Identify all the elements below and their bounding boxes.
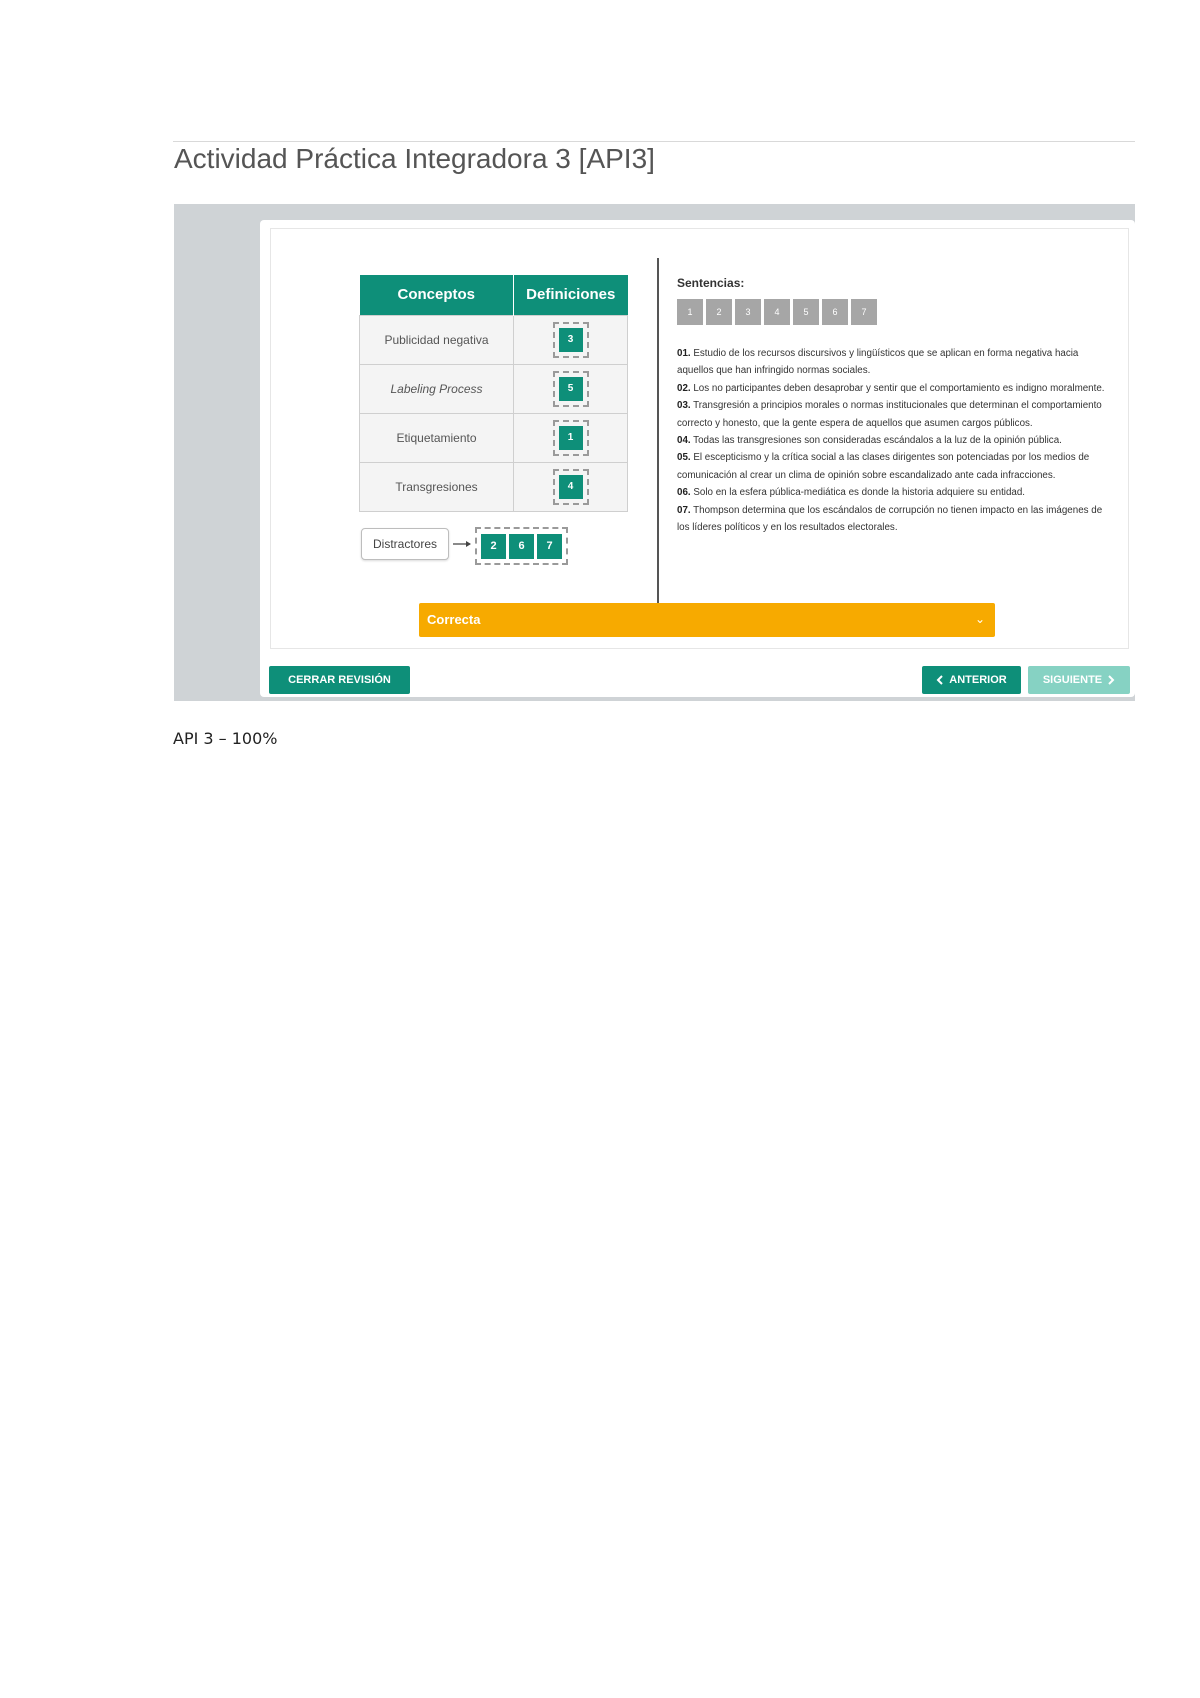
sentence-item bbox=[677, 345, 1109, 380]
sentence-text: Transgresión a principios morales o normas institucionales que determinan el comportamiento correcto y honesto, que la gente espera de aquellos que asumen cargos públicos. bbox=[677, 400, 1102, 429]
definitions-header: Definiciones bbox=[514, 275, 628, 315]
column-divider bbox=[657, 258, 659, 604]
table-row bbox=[360, 315, 628, 364]
sentence-tab[interactable]: 6 bbox=[822, 299, 848, 325]
drop-zone[interactable] bbox=[553, 469, 589, 505]
sentence-text: El escepticismo y la crítica social a las clases dirigentes son potenciadas por los medios de comunicación al crear un clima de opinión sobre escandalizado ante cada infracciones. bbox=[677, 452, 1090, 481]
sentence-tab[interactable]: 4 bbox=[764, 299, 790, 325]
arrow-right-icon bbox=[451, 532, 475, 556]
concept-cell: Publicidad negativa bbox=[360, 315, 514, 364]
close-review-label: CERRAR REVISIÓN bbox=[288, 674, 391, 686]
sentence-number: 03. bbox=[677, 400, 691, 412]
sentence-tab[interactable]: 3 bbox=[735, 299, 761, 325]
sentence-item bbox=[677, 502, 1109, 537]
previous-label: ANTERIOR bbox=[949, 674, 1007, 686]
drop-zone[interactable] bbox=[553, 322, 589, 358]
close-review-button[interactable] bbox=[269, 666, 410, 694]
distractors-label: Distractores bbox=[361, 528, 449, 560]
definition-cell bbox=[514, 413, 628, 462]
sentences-title: Sentencias: bbox=[677, 276, 745, 290]
sentence-tabs bbox=[677, 299, 877, 325]
concepts-header: Conceptos bbox=[360, 275, 514, 315]
definition-cell bbox=[514, 462, 628, 511]
sentence-list bbox=[677, 345, 1109, 536]
sentence-number: 01. bbox=[677, 348, 691, 359]
sentence-number: 04. bbox=[677, 435, 691, 447]
page-title: Actividad Práctica Integradora 3 [API3] bbox=[174, 143, 655, 174]
title-rule bbox=[173, 141, 1135, 142]
drop-zone[interactable] bbox=[553, 371, 589, 407]
chevron-down-icon[interactable]: ⌄ bbox=[974, 612, 985, 626]
sentence-item bbox=[677, 397, 1109, 432]
concept-cell: Transgresiones bbox=[360, 462, 514, 511]
sentence-number: 06. bbox=[677, 487, 691, 499]
answer-chip[interactable]: 3 bbox=[559, 328, 583, 352]
table-row bbox=[360, 364, 628, 413]
sentence-text: Todas las transgresiones son consideradas escándalos a la luz de la opinión pública. bbox=[693, 435, 1062, 447]
distractor-chip[interactable]: 7 bbox=[537, 534, 562, 559]
sentence-text: Thompson determina que los escándalos de corrupción no tienen impacto en las imágenes de los líderes políticos y en los resultados electorales. bbox=[677, 504, 1103, 534]
sentence-tab[interactable]: 2 bbox=[706, 299, 732, 325]
sentence-tab[interactable]: 1 bbox=[677, 299, 703, 325]
sentence-text: Estudio de los recursos discursivos y lingüísticos que se aplican en forma negativa hacia aquellos que han infringido normas sociales. bbox=[677, 348, 1079, 377]
sentence-text: Los no participantes deben desaprobar y sentir que el comportamiento es indigno moralmente. bbox=[693, 382, 1105, 394]
sentence-tab[interactable]: 5 bbox=[793, 299, 819, 325]
distractor-chip[interactable]: 2 bbox=[481, 534, 506, 559]
distractor-chip[interactable]: 6 bbox=[509, 534, 534, 559]
sentence-item bbox=[677, 484, 1109, 501]
sentence-number: 02. bbox=[677, 382, 691, 394]
next-button[interactable] bbox=[1028, 666, 1130, 694]
footer-note: API 3 – 100% bbox=[173, 729, 278, 748]
activity-panel bbox=[270, 228, 1129, 649]
feedback-bar[interactable] bbox=[419, 603, 995, 637]
answer-chip[interactable]: 1 bbox=[559, 426, 583, 450]
chevron-right-icon bbox=[1107, 675, 1115, 685]
sentence-tab[interactable]: 7 bbox=[851, 299, 877, 325]
drop-zone[interactable] bbox=[553, 420, 589, 456]
distractors-zone[interactable] bbox=[475, 527, 568, 565]
table-row bbox=[360, 462, 628, 511]
sentence-item bbox=[677, 380, 1109, 397]
activity-screenshot bbox=[174, 204, 1135, 701]
answer-chip[interactable]: 5 bbox=[559, 377, 583, 401]
matching-table bbox=[359, 275, 628, 512]
sentence-item bbox=[677, 449, 1109, 484]
previous-button[interactable] bbox=[922, 666, 1021, 694]
concept-cell: Etiquetamiento bbox=[360, 413, 514, 462]
sentence-item bbox=[677, 432, 1109, 449]
definition-cell bbox=[514, 315, 628, 364]
sentence-text: Solo en la esfera pública-mediática es donde la historia adquiere su entidad. bbox=[693, 487, 1026, 499]
feedback-label: Correcta bbox=[427, 612, 481, 627]
sentence-number: 05. bbox=[677, 452, 691, 464]
answer-chip[interactable]: 4 bbox=[559, 475, 583, 499]
concept-cell: Labeling Process bbox=[360, 364, 514, 413]
activity-card bbox=[260, 220, 1135, 697]
next-label: SIGUIENTE bbox=[1042, 674, 1103, 686]
chevron-left-icon bbox=[936, 675, 944, 685]
sentence-number: 07. bbox=[677, 504, 691, 516]
table-row bbox=[360, 413, 628, 462]
definition-cell bbox=[514, 364, 628, 413]
